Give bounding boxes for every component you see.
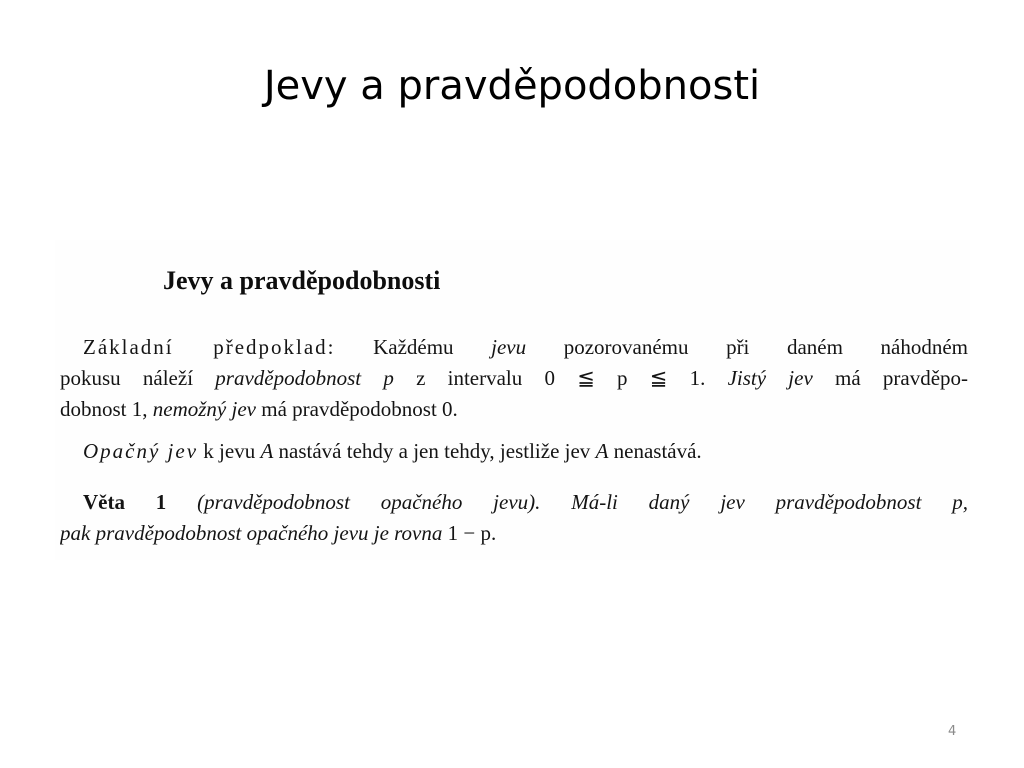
- text-fragment: z intervalu 0 ≦ p ≦ 1.: [416, 366, 706, 390]
- paragraph-line: [60, 332, 968, 363]
- text-fragment: 1 − p.: [447, 521, 497, 545]
- paragraph-line: [60, 394, 968, 425]
- paragraph-complementary-event: [60, 436, 968, 467]
- text-fragment: pozorovanému při daném náhodném: [563, 335, 968, 359]
- slide-title: Jevy a pravděpodobnosti: [263, 63, 761, 109]
- scanned-text-image: [55, 240, 970, 560]
- theorem-label: Věta 1: [83, 490, 167, 514]
- theorem-1: [60, 487, 968, 549]
- text-fragment: má pravděpo-: [835, 366, 968, 390]
- text-fragment: Každému: [373, 335, 454, 359]
- italic-symbol: A: [595, 439, 609, 463]
- italic-term: Jistý jev: [727, 366, 813, 390]
- italic-term: nemožný jev: [152, 397, 256, 421]
- italic-term: jevu: [491, 335, 527, 359]
- paragraph-line: [60, 518, 968, 549]
- italic-text: pak pravděpodobnost opačného jevu je rovna: [60, 521, 443, 545]
- term-basic-assumption: Základní předpoklad:: [83, 335, 336, 359]
- text-fragment: nastává tehdy a jen tehdy, jestliže jev: [278, 439, 591, 463]
- text-fragment: pokusu náleží: [60, 366, 194, 390]
- italic-term: Opačný jev: [83, 439, 199, 463]
- text-fragment: má pravděpodobnost 0.: [261, 397, 458, 421]
- italic-term: pravděpodobnost p: [215, 366, 394, 390]
- paragraph-basic-assumption: [60, 332, 968, 425]
- text-fragment: k jevu: [203, 439, 256, 463]
- paragraph-line: [60, 487, 968, 518]
- italic-symbol: A: [260, 439, 274, 463]
- italic-term: (pravděpodobnost opačného jevu).: [197, 490, 541, 514]
- paragraph-line: [60, 436, 968, 467]
- page-number: 4: [948, 724, 957, 739]
- scan-heading: Jevy a pravděpodobnosti: [163, 266, 441, 295]
- italic-text: Má-li daný jev pravděpodobnost p,: [571, 490, 968, 514]
- paragraph-line: [60, 363, 968, 394]
- text-fragment: dobnost 1,: [60, 397, 148, 421]
- text-fragment: nenastává.: [613, 439, 702, 463]
